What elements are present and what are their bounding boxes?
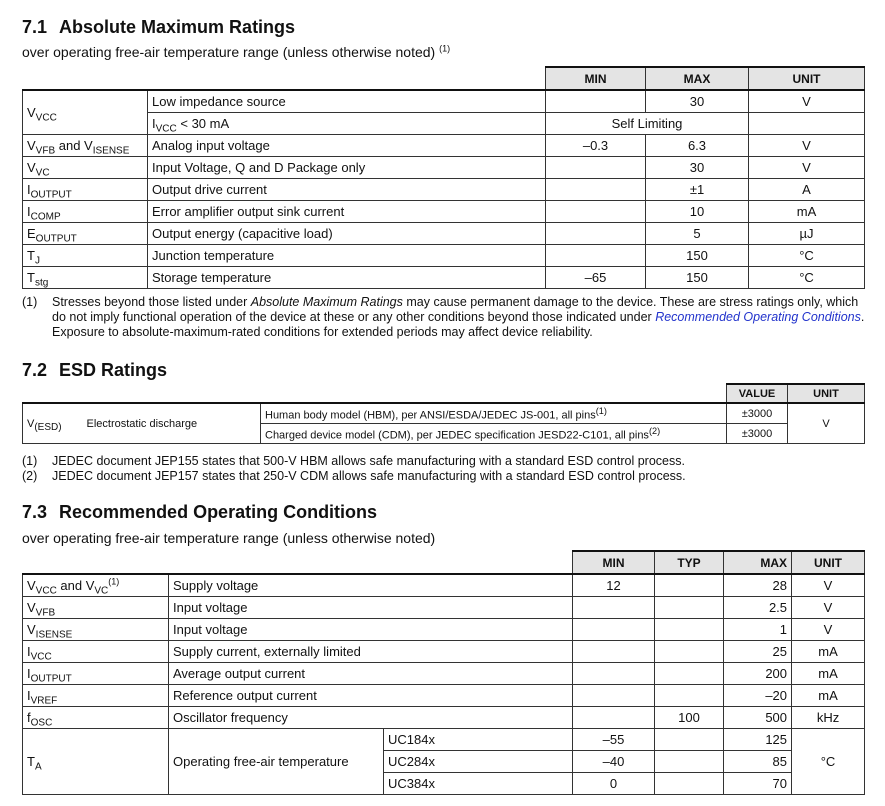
table-row	[23, 685, 865, 707]
param-min	[546, 179, 646, 201]
symbol-text: I	[27, 644, 31, 659]
param-unit: mA	[792, 641, 865, 663]
symbol-text: I	[27, 666, 31, 681]
param-desc: Supply voltage	[169, 574, 573, 597]
symbol-sub: COMP	[30, 211, 61, 223]
param-unit: °C	[749, 245, 865, 267]
symbol-text: T	[27, 270, 35, 285]
symbol-sub: (ESD)	[34, 421, 62, 433]
param-typ	[655, 641, 724, 663]
param-min	[573, 663, 655, 685]
symbol-sub: VCC	[35, 112, 57, 124]
symbol-sub: OUTPUT	[30, 673, 72, 685]
table-row	[23, 90, 865, 113]
param-max: 125	[724, 729, 792, 751]
param-min	[546, 201, 646, 223]
param-min: –40	[573, 751, 655, 773]
symbol-text: I	[27, 688, 31, 703]
footnote-text	[52, 295, 872, 340]
param-desc: Reference output current	[169, 685, 573, 707]
param-desc: Electrostatic discharge	[83, 403, 261, 444]
param-unit: µJ	[749, 223, 865, 245]
param-max: –20	[724, 685, 792, 707]
esd-unit: V	[788, 403, 865, 444]
table-row	[23, 729, 865, 751]
header-max: MAX	[724, 551, 792, 574]
header-min: MIN	[573, 551, 655, 574]
symbol-sub: OUTPUT	[35, 233, 77, 245]
param-unit: kHz	[792, 707, 865, 729]
section-number: 7.1	[22, 17, 48, 37]
symbol-sub: VC	[94, 585, 109, 597]
footnote-ref: (1)	[439, 43, 451, 54]
table-header-row	[23, 67, 865, 90]
param-max: 2.5	[724, 597, 792, 619]
esd-model-text: Human body model (HBM), per ANSI/ESDA/JEDEC JS-001, all pins	[265, 409, 596, 422]
param-max: 10	[646, 201, 749, 223]
param-typ	[655, 574, 724, 597]
param-symbol	[23, 574, 169, 597]
rec-op-subtitle: over operating free-air temperature range (unless otherwise noted)	[22, 530, 436, 546]
footnote-text: JEDEC document JEP155 states that 500-V HBM allows safe manufacturing with a standard ESD control process.	[52, 454, 685, 468]
param-desc	[148, 113, 546, 135]
symbol-text: f	[27, 710, 31, 725]
param-desc: Analog input voltage	[148, 135, 546, 157]
footnote-part: may cause permanent damage to the device. These are stress ratings only, which do not imply functional operation of the device at these or any other conditions beyond those indicated under	[52, 295, 859, 324]
section-title-esd	[22, 360, 167, 381]
header-blank	[23, 551, 573, 574]
param-typ: 100	[655, 707, 724, 729]
esd-value: ±3000	[727, 424, 788, 444]
desc-rest: < 30 mA	[176, 116, 230, 131]
param-desc: Junction temperature	[148, 245, 546, 267]
param-max: 150	[646, 267, 749, 289]
header-unit: UNIT	[749, 67, 865, 90]
param-desc: Average output current	[169, 663, 573, 685]
table-row	[23, 201, 865, 223]
param-span: Self Limiting	[546, 113, 749, 135]
param-typ	[655, 751, 724, 773]
section-title-text: Recommended Operating Conditions	[59, 502, 378, 522]
footnote	[22, 454, 872, 469]
esd-footnotes	[22, 454, 872, 484]
param-min	[573, 707, 655, 729]
param-unit: V	[749, 157, 865, 179]
abs-max-footnotes	[22, 295, 872, 340]
param-min	[546, 245, 646, 267]
table-row	[23, 267, 865, 289]
section-number: 7.2	[22, 360, 48, 380]
footnote-number: (1)	[22, 295, 38, 309]
param-max: 28	[724, 574, 792, 597]
section-title-abs-max	[22, 17, 295, 38]
part-number: UC184x	[384, 729, 573, 751]
symbol-text: V	[27, 138, 36, 153]
footnote-part: Stresses beyond those listed under	[52, 295, 251, 309]
footnote-italic: Absolute Maximum Ratings	[250, 295, 403, 309]
symbol-sub: OSC	[30, 717, 53, 729]
table-row	[23, 179, 865, 201]
symbol-mid: and V	[56, 578, 95, 593]
param-symbol	[23, 245, 148, 267]
param-unit: mA	[792, 663, 865, 685]
param-desc: Input voltage	[169, 619, 573, 641]
param-desc: Supply current, externally limited	[169, 641, 573, 663]
param-symbol	[23, 641, 169, 663]
param-max: 500	[724, 707, 792, 729]
abs-max-table	[22, 66, 865, 289]
param-symbol	[23, 685, 169, 707]
param-desc: Output drive current	[148, 179, 546, 201]
symbol-sub: VC	[35, 167, 50, 179]
param-min	[573, 685, 655, 707]
symbol-sub: VCC	[155, 123, 177, 135]
param-desc: Storage temperature	[148, 267, 546, 289]
symbol-text: V	[27, 600, 36, 615]
table-header-row	[23, 551, 865, 574]
param-desc: Input voltage	[169, 597, 573, 619]
footnote-text: JEDEC document JEP157 states that 250-V CDM allows safe manufacturing with a standard ESD control process.	[52, 469, 686, 483]
param-max: 25	[724, 641, 792, 663]
part-number: UC284x	[384, 751, 573, 773]
param-symbol	[23, 729, 169, 795]
param-symbol	[23, 663, 169, 685]
esd-model	[261, 403, 727, 424]
header-value: VALUE	[727, 384, 788, 403]
param-symbol	[23, 201, 148, 223]
symbol-text: V	[27, 417, 35, 430]
esd-model	[261, 424, 727, 444]
param-min: –65	[546, 267, 646, 289]
footnote	[22, 295, 872, 340]
symbol-text: I	[152, 116, 156, 131]
param-unit: V	[792, 597, 865, 619]
param-min: –55	[573, 729, 655, 751]
param-unit: A	[749, 179, 865, 201]
param-unit: °C	[792, 729, 865, 795]
param-symbol	[23, 157, 148, 179]
symbol-sub: ISENSE	[92, 145, 130, 157]
param-desc: Error amplifier output sink current	[148, 201, 546, 223]
param-min	[546, 157, 646, 179]
param-typ	[655, 729, 724, 751]
esd-model-text: Charged device model (CDM), per JEDEC specification JESD22-C101, all pins	[265, 429, 649, 442]
symbol-sub: VREF	[30, 695, 58, 707]
symbol-text: E	[27, 226, 36, 241]
param-symbol	[23, 619, 169, 641]
section-title-text: ESD Ratings	[59, 360, 168, 380]
section-title-text: Absolute Maximum Ratings	[59, 17, 296, 37]
symbol-text: V	[27, 160, 36, 175]
footnote-ref: (1)	[108, 576, 120, 587]
param-typ	[655, 663, 724, 685]
table-header-row	[23, 384, 865, 403]
rec-op-conditions-link[interactable]: Recommended Operating Conditions	[655, 310, 861, 324]
esd-table	[22, 383, 865, 444]
symbol-text: I	[27, 182, 31, 197]
param-typ	[655, 685, 724, 707]
param-typ	[655, 597, 724, 619]
symbol-sub: VCC	[30, 651, 52, 663]
header-min: MIN	[546, 67, 646, 90]
param-unit: V	[749, 90, 865, 113]
header-blank	[23, 67, 546, 90]
table-row	[23, 663, 865, 685]
param-unit: °C	[749, 267, 865, 289]
param-desc: Output energy (capacitive load)	[148, 223, 546, 245]
param-max: 150	[646, 245, 749, 267]
param-desc: Low impedance source	[148, 90, 546, 113]
table-row	[23, 574, 865, 597]
table-row	[23, 135, 865, 157]
param-min: –0.3	[546, 135, 646, 157]
symbol-text: V	[27, 105, 36, 120]
footnote	[22, 469, 872, 484]
param-symbol	[23, 179, 148, 201]
table-row	[23, 597, 865, 619]
param-min	[573, 597, 655, 619]
section-number: 7.3	[22, 502, 48, 522]
param-max: 200	[724, 663, 792, 685]
param-max: ±1	[646, 179, 749, 201]
param-symbol	[23, 403, 83, 444]
param-min	[573, 619, 655, 641]
abs-max-subtitle	[22, 44, 450, 60]
param-max: 5	[646, 223, 749, 245]
param-min	[546, 223, 646, 245]
table-row	[23, 223, 865, 245]
table-row	[23, 113, 865, 135]
header-typ: TYP	[655, 551, 724, 574]
symbol-text: T	[27, 248, 35, 263]
table-row	[23, 245, 865, 267]
header-blank	[23, 384, 727, 403]
param-unit: V	[792, 574, 865, 597]
param-max: 1	[724, 619, 792, 641]
table-row	[23, 157, 865, 179]
symbol-sub: A	[34, 761, 42, 773]
footnote-number: (2)	[22, 469, 38, 483]
header-unit: UNIT	[788, 384, 865, 403]
footnote-ref: (1)	[595, 405, 607, 416]
param-unit: mA	[749, 201, 865, 223]
param-min	[573, 641, 655, 663]
param-min: 12	[573, 574, 655, 597]
table-row	[23, 619, 865, 641]
footnote-ref: (2)	[648, 425, 661, 436]
symbol-text: V	[27, 578, 36, 593]
param-symbol	[23, 267, 148, 289]
param-typ	[655, 773, 724, 795]
param-typ	[655, 619, 724, 641]
symbol-sub: stg	[34, 277, 49, 289]
param-unit: mA	[792, 685, 865, 707]
param-max: 85	[724, 751, 792, 773]
symbol-text: T	[27, 754, 35, 769]
param-symbol	[23, 223, 148, 245]
param-desc: Operating free-air temperature	[169, 729, 384, 795]
symbol-text: V	[27, 622, 36, 637]
header-max: MAX	[646, 67, 749, 90]
param-max: 30	[646, 157, 749, 179]
symbol-sub: VFB	[35, 607, 56, 619]
esd-value: ±3000	[727, 403, 788, 424]
symbol-mid: and V	[55, 138, 93, 153]
header-unit: UNIT	[792, 551, 865, 574]
rec-op-table	[22, 550, 865, 795]
footnote-part: . Exposure to absolute-maximum-rated conditions for extended periods may affect device reliability.	[52, 310, 865, 339]
table-row	[23, 403, 865, 424]
table-row	[23, 641, 865, 663]
param-max: 30	[646, 90, 749, 113]
symbol-sub: VCC	[35, 585, 57, 597]
footnote-number: (1)	[22, 454, 38, 468]
param-desc: Input Voltage, Q and D Package only	[148, 157, 546, 179]
param-symbol	[23, 135, 148, 157]
param-max: 6.3	[646, 135, 749, 157]
symbol-sub: ISENSE	[35, 629, 73, 641]
table-row	[23, 707, 865, 729]
param-max: 70	[724, 773, 792, 795]
part-number: UC384x	[384, 773, 573, 795]
param-min: 0	[573, 773, 655, 795]
param-symbol	[23, 597, 169, 619]
param-symbol	[23, 90, 148, 135]
section-title-rec-op	[22, 502, 377, 523]
symbol-sub: J	[34, 255, 40, 267]
symbol-sub: VFB	[35, 145, 56, 157]
symbol-text: I	[27, 204, 31, 219]
param-unit	[749, 113, 865, 135]
param-unit: V	[749, 135, 865, 157]
subtitle-text: over operating free-air temperature range (unless otherwise noted)	[22, 44, 436, 60]
param-symbol	[23, 707, 169, 729]
param-desc: Oscillator frequency	[169, 707, 573, 729]
param-unit: V	[792, 619, 865, 641]
param-min	[546, 90, 646, 113]
symbol-sub: OUTPUT	[30, 189, 72, 201]
